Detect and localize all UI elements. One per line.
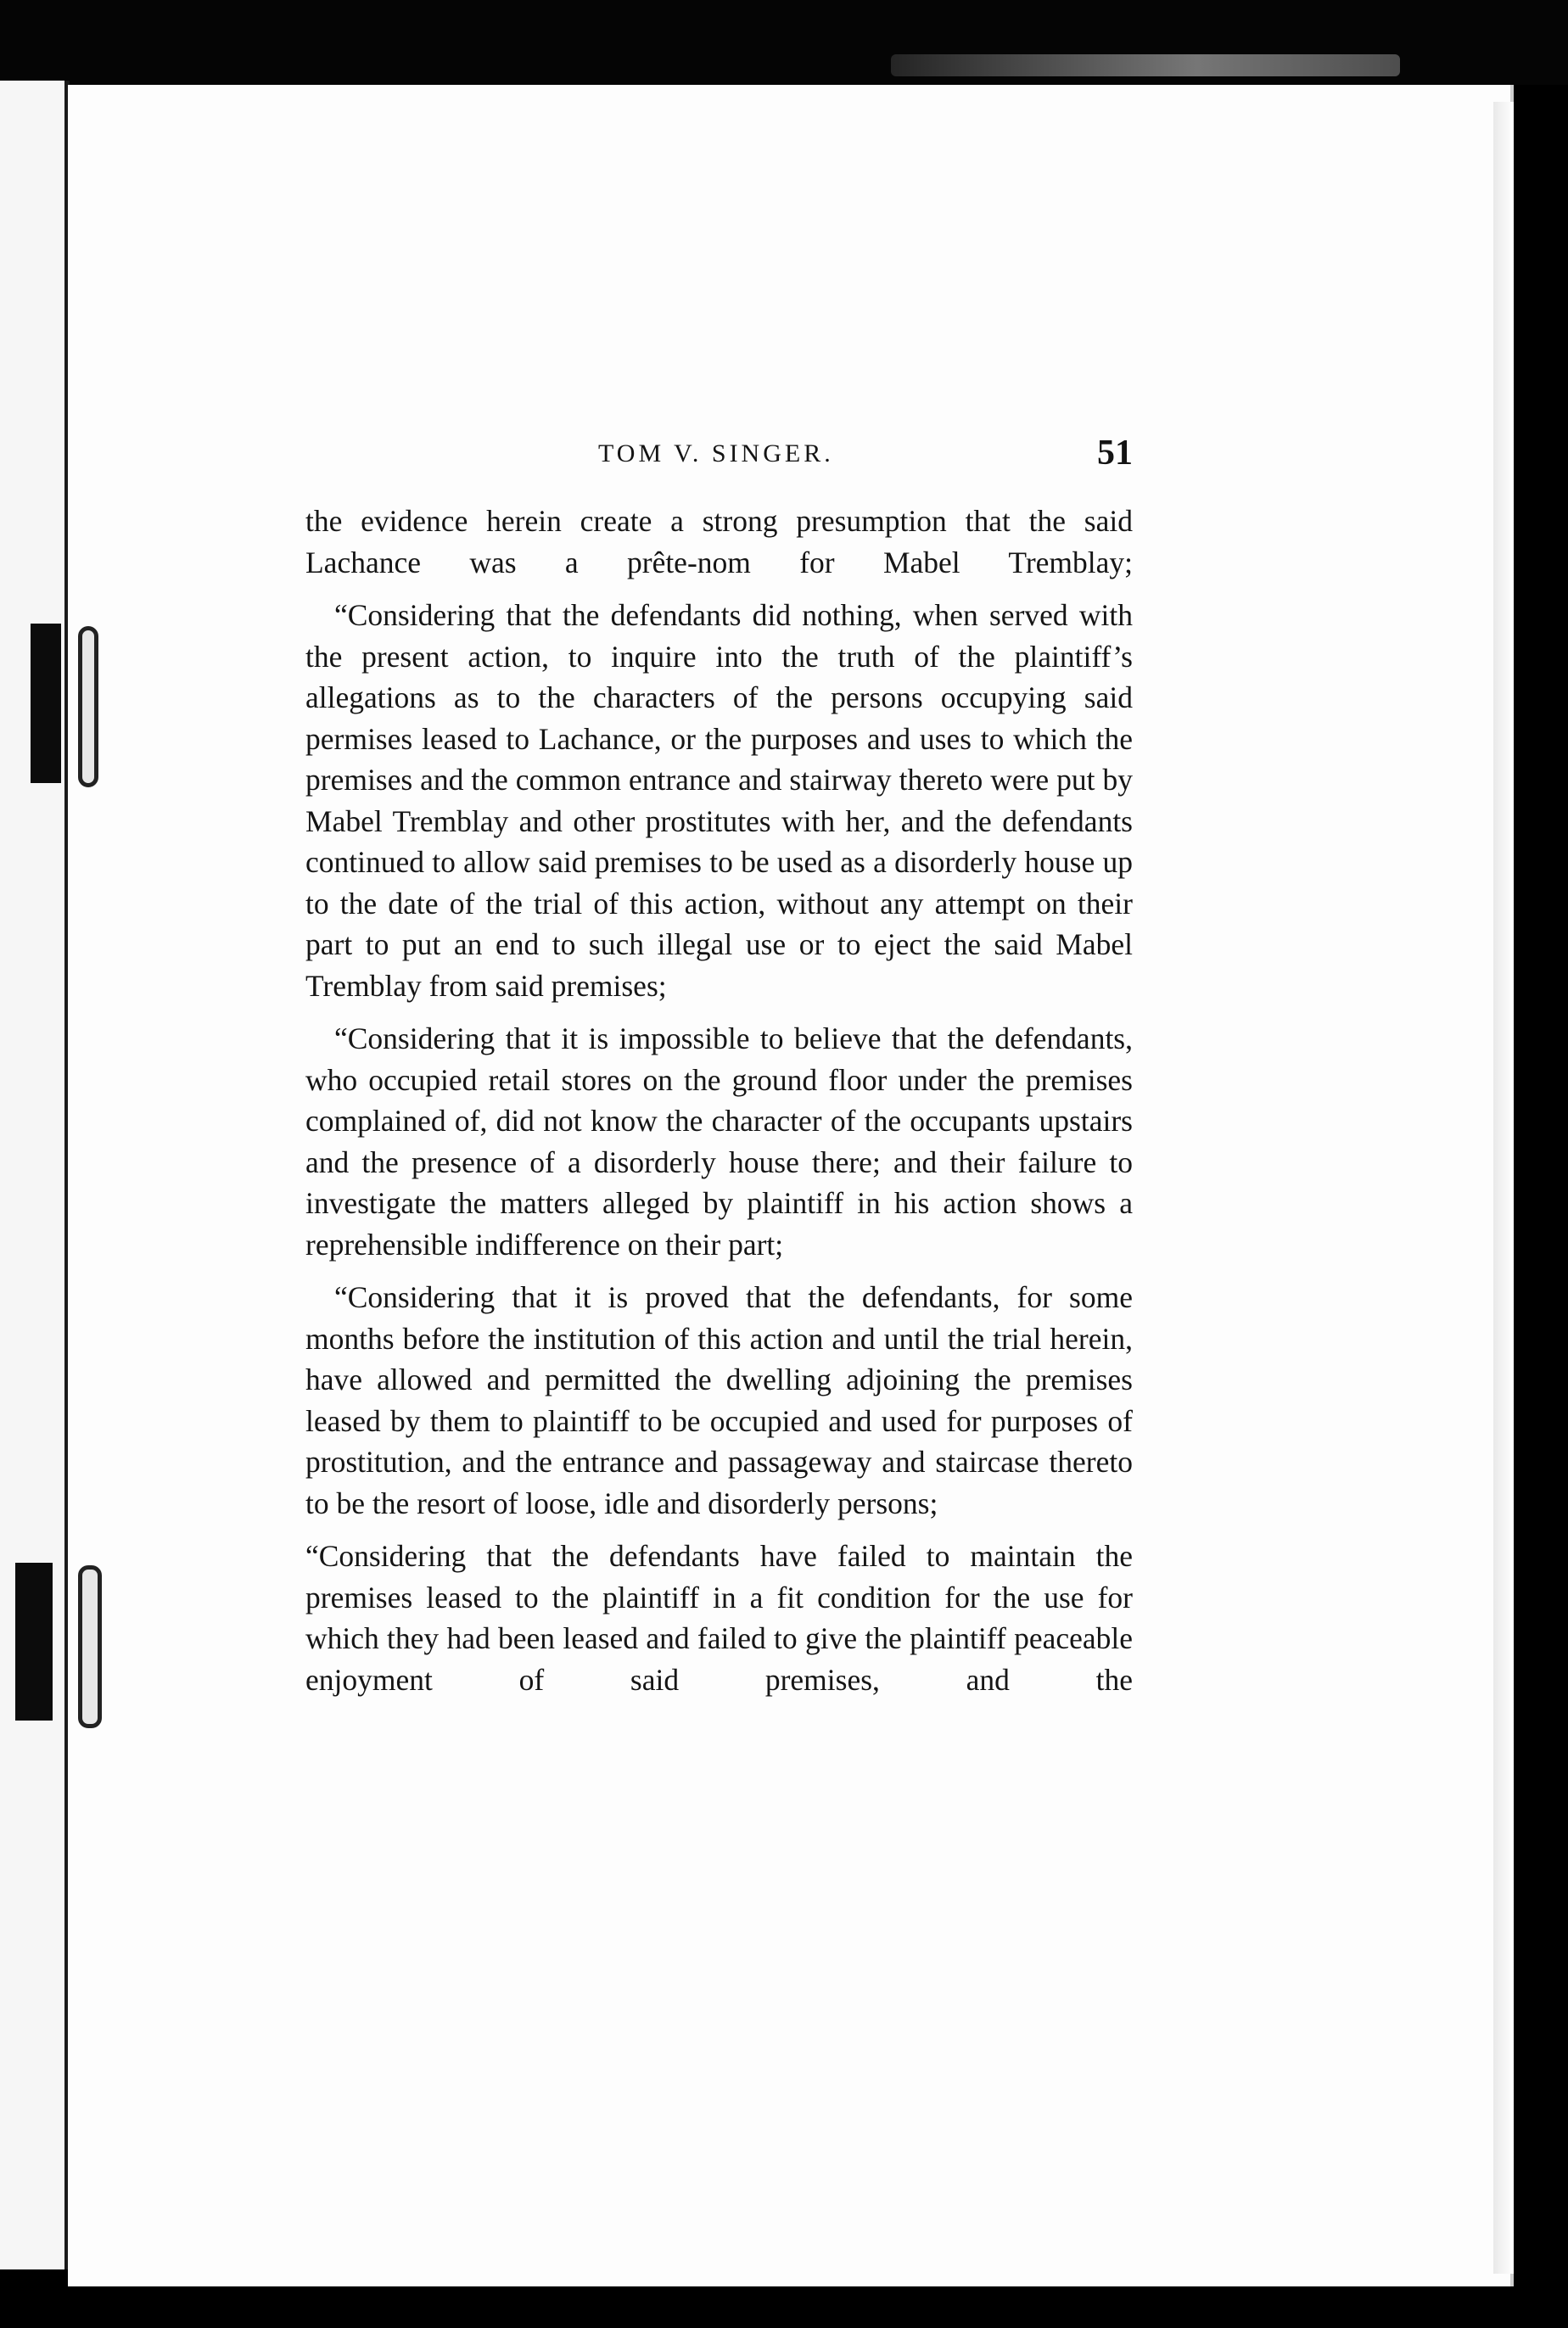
paragraph-continuation: the evidence herein create a strong presumption that the said Lachance was a prête-nom for Mabel Tremblay; — [305, 504, 1133, 579]
paragraph-considering-2: “Considering that it is impossible to believe that the defendants, who occupied retail stores on the ground floor under the premises complained of, did not know the character of the occupants upstairs and the presence of a disorderly house there; and their failure to investigate the matters alleged by plaintiff in his action shows a reprehensible indifference on their part; — [305, 1021, 1133, 1262]
scan-bottom-margin — [0, 2286, 1568, 2328]
paragraph-considering-4: “Considering that the defendants have failed to maintain the premises leased to the plaintiff in a fit condition for the use for which they had been leased and failed to give the plaintiff peaceable enjoyment of said premises, and the — [305, 1539, 1133, 1697]
page-fore-edge — [1493, 102, 1514, 2274]
running-head-title: TOM V. SINGER. — [598, 439, 834, 467]
binding-ring-upper — [78, 626, 98, 787]
page-number: 51 — [1097, 434, 1133, 473]
binding-ring-lower — [78, 1565, 102, 1728]
binding-edge — [891, 54, 1400, 76]
paragraph-considering-1: “Considering that the defendants did nothing, when served with the present action, to inquire into the truth of the plaintiff’s allegations as to the characters of the persons occupying said permises leased to Lachance, or the purposes and uses to which the premises and the common entrance and stairway thereto were put by Mabel Tremblay and other prostitutes with her, and the defendants continued to allow said premises to be used as a disorderly house up to the date of the trial of this action, without any attempt on their part to put an end to such illegal use or to eject the said Mabel Tremblay from said premises; — [305, 598, 1133, 1003]
paragraph-considering-3: “Considering that it is proved that the defendants, for some months before the institution of this action and until the trial herein, have allowed and permitted the dwelling adjoining the premises leased by them to plaintiff to be occupied and used for purposes of prostitution, and the entrance and passageway and staircase thereto to be the resort of loose, idle and disorderly persons; — [305, 1280, 1133, 1520]
page-body — [305, 501, 1133, 1700]
facing-page-edge — [0, 81, 70, 2269]
page-header — [305, 433, 1133, 475]
binding-clip-upper — [31, 624, 61, 783]
binding-clip-lower — [15, 1563, 53, 1721]
